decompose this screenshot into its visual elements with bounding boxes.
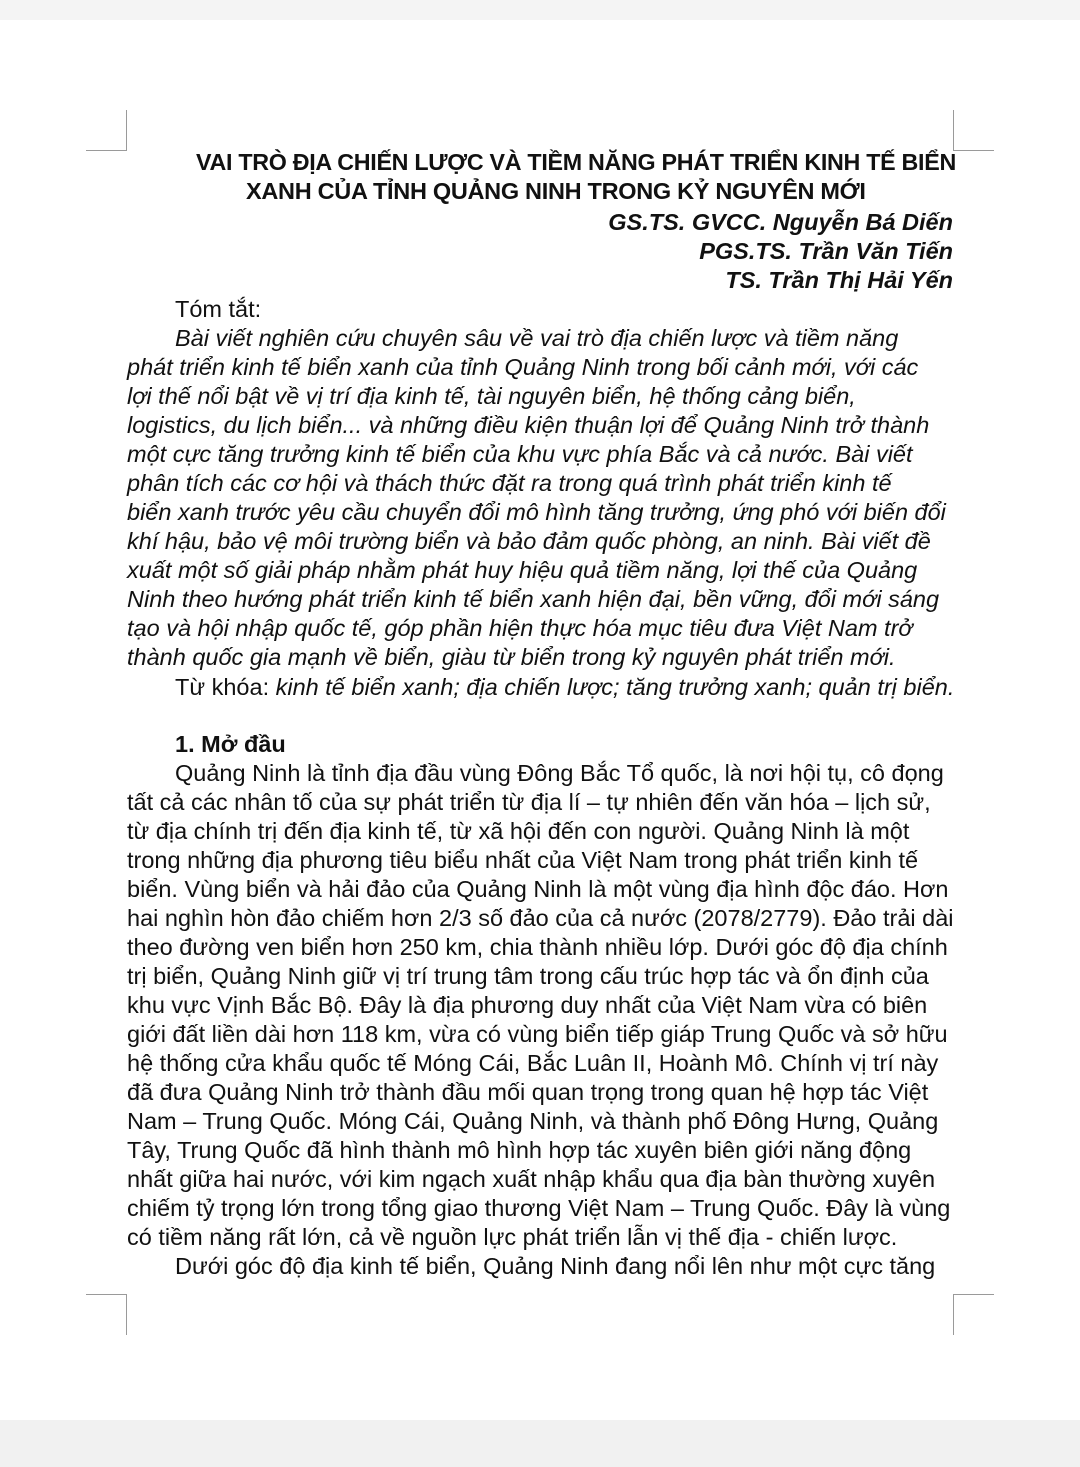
viewer-top-strip <box>0 0 1080 20</box>
abstract-line: khí hậu, bảo vệ môi trường biển và bảo đảm quốc phòng, an ninh. Bài viết đề <box>127 528 931 554</box>
abstract-line: Ninh theo hướng phát triển kinh tế biển xanh hiện đại, bền vững, đổi mới sáng <box>127 586 940 612</box>
abstract-heading: Tóm tắt: <box>175 296 262 322</box>
keywords-text: kinh tế biển xanh; địa chiến lược; tăng trưởng xanh; quản trị biển. <box>275 674 955 700</box>
author-2: PGS.TS. Trần Văn Tiến <box>699 238 953 264</box>
body-line: hai nghìn hòn đảo chiếm hơn 2/3 số đảo của cả nước (2078/2779). Đảo trải dài <box>127 905 954 931</box>
body-line: Dưới góc độ địa kinh tế biển, Quảng Ninh đang nổi lên như một cực tăng <box>175 1253 936 1279</box>
author-1: GS.TS. GVCC. Nguyễn Bá Diến <box>608 209 953 235</box>
body-line: Tây, Trung Quốc đã hình thành mô hình hợp tác xuyên biên giới năng động <box>127 1137 912 1163</box>
body-line: đã đưa Quảng Ninh trở thành đầu mối quan trọng trong quan hệ hợp tác Việt <box>127 1079 929 1105</box>
keywords-label: Từ khóa: <box>175 674 270 700</box>
document-title-line-1: VAI TRÒ ĐỊA CHIẾN LƯỢC VÀ TIỀM NĂNG PHÁT TRIỂN KINH TẾ BIỂN <box>196 149 956 175</box>
document-title-line-2: XANH CỦA TỈNH QUẢNG NINH TRONG KỶ NGUYÊN MỚI <box>246 178 866 204</box>
body-line: giới đất liền dài hơn 118 km, vừa có vùng biển tiếp giáp Trung Quốc và sở hữu <box>127 1021 948 1047</box>
keywords-line <box>175 673 954 702</box>
body-line: có tiềm năng rất lớn, cả về nguồn lực phát triển lẫn vị thế địa - chiến lược. <box>127 1224 898 1250</box>
body-line: tất cả các nhân tố của sự phát triển từ địa lí – tự nhiên đến văn hóa – lịch sử, <box>127 789 931 815</box>
viewer-bottom-strip <box>0 1420 1080 1467</box>
body-line: theo đường ven biển hơn 250 km, chia thành nhiều lớp. Dưới góc độ địa chính <box>127 934 948 960</box>
abstract-line: biển xanh trước yêu cầu chuyển đổi mô hình tăng trưởng, ứng phó với biến đổi <box>127 499 946 525</box>
abstract-line: logistics, du lịch biển... và những điều kiện thuận lợi để Quảng Ninh trở thành <box>127 412 930 438</box>
body-line: Quảng Ninh là tỉnh địa đầu vùng Đông Bắc Tổ quốc, là nơi hội tụ, cô đọng <box>175 760 944 786</box>
crop-mark-top-right <box>953 110 994 151</box>
body-line: khu vực Vịnh Bắc Bộ. Đây là địa phương duy nhất của Việt Nam vừa có biên <box>127 992 928 1018</box>
abstract-line: phát triển kinh tế biển xanh của tỉnh Quảng Ninh trong bối cảnh mới, với các <box>127 354 919 380</box>
abstract-line: lợi thế nổi bật về vị trí địa kinh tế, tài nguyên biển, hệ thống cảng biển, <box>127 383 856 409</box>
body-line: chiếm tỷ trọng lớn trong tổng giao thương Việt Nam – Trung Quốc. Đây là vùng <box>127 1195 951 1221</box>
crop-mark-bottom-right <box>953 1294 994 1335</box>
body-line: hệ thống cửa khẩu quốc tế Móng Cái, Bắc Luân II, Hoành Mô. Chính vị trí này <box>127 1050 939 1076</box>
body-line: biển. Vùng biển và hải đảo của Quảng Ninh là một vùng địa hình độc đáo. Hơn <box>127 876 949 902</box>
abstract-line: tạo và hội nhập quốc tế, góp phần hiện thực hóa mục tiêu đưa Việt Nam trở <box>127 615 913 641</box>
body-line: nhất giữa hai nước, với kim ngạch xuất nhập khẩu qua địa bàn thường xuyên <box>127 1166 936 1192</box>
abstract-line: một cực tăng trưởng kinh tế biển của khu vực phía Bắc và cả nước. Bài viết <box>127 441 913 467</box>
abstract-line: phân tích các cơ hội và thách thức đặt ra trong quá trình phát triển kinh tế <box>127 470 892 496</box>
body-line: trị biển, Quảng Ninh giữ vị trí trung tâm trong cấu trúc hợp tác và ổn định của <box>127 963 929 989</box>
abstract-line: thành quốc gia mạnh về biển, giàu từ biển trong kỷ nguyên phát triển mới. <box>127 644 896 670</box>
abstract-line: Bài viết nghiên cứu chuyên sâu về vai trò địa chiến lược và tiềm năng <box>175 325 899 351</box>
crop-mark-top-left <box>86 110 127 151</box>
section-heading: 1. Mở đầu <box>175 731 286 757</box>
body-line: trong những địa phương tiêu biểu nhất của Việt Nam trong phát triển kinh tế <box>127 847 919 873</box>
author-3: TS. Trần Thị Hải Yến <box>725 267 953 293</box>
body-line: từ địa chính trị đến địa kinh tế, từ xã hội đến con người. Quảng Ninh là một <box>127 818 910 844</box>
body-line: Nam – Trung Quốc. Móng Cái, Quảng Ninh, và thành phố Đông Hưng, Quảng <box>127 1108 939 1134</box>
crop-mark-bottom-left <box>86 1294 127 1335</box>
abstract-line: xuất một số giải pháp nhằm phát huy hiệu quả tiềm năng, lợi thế của Quảng <box>127 557 918 583</box>
